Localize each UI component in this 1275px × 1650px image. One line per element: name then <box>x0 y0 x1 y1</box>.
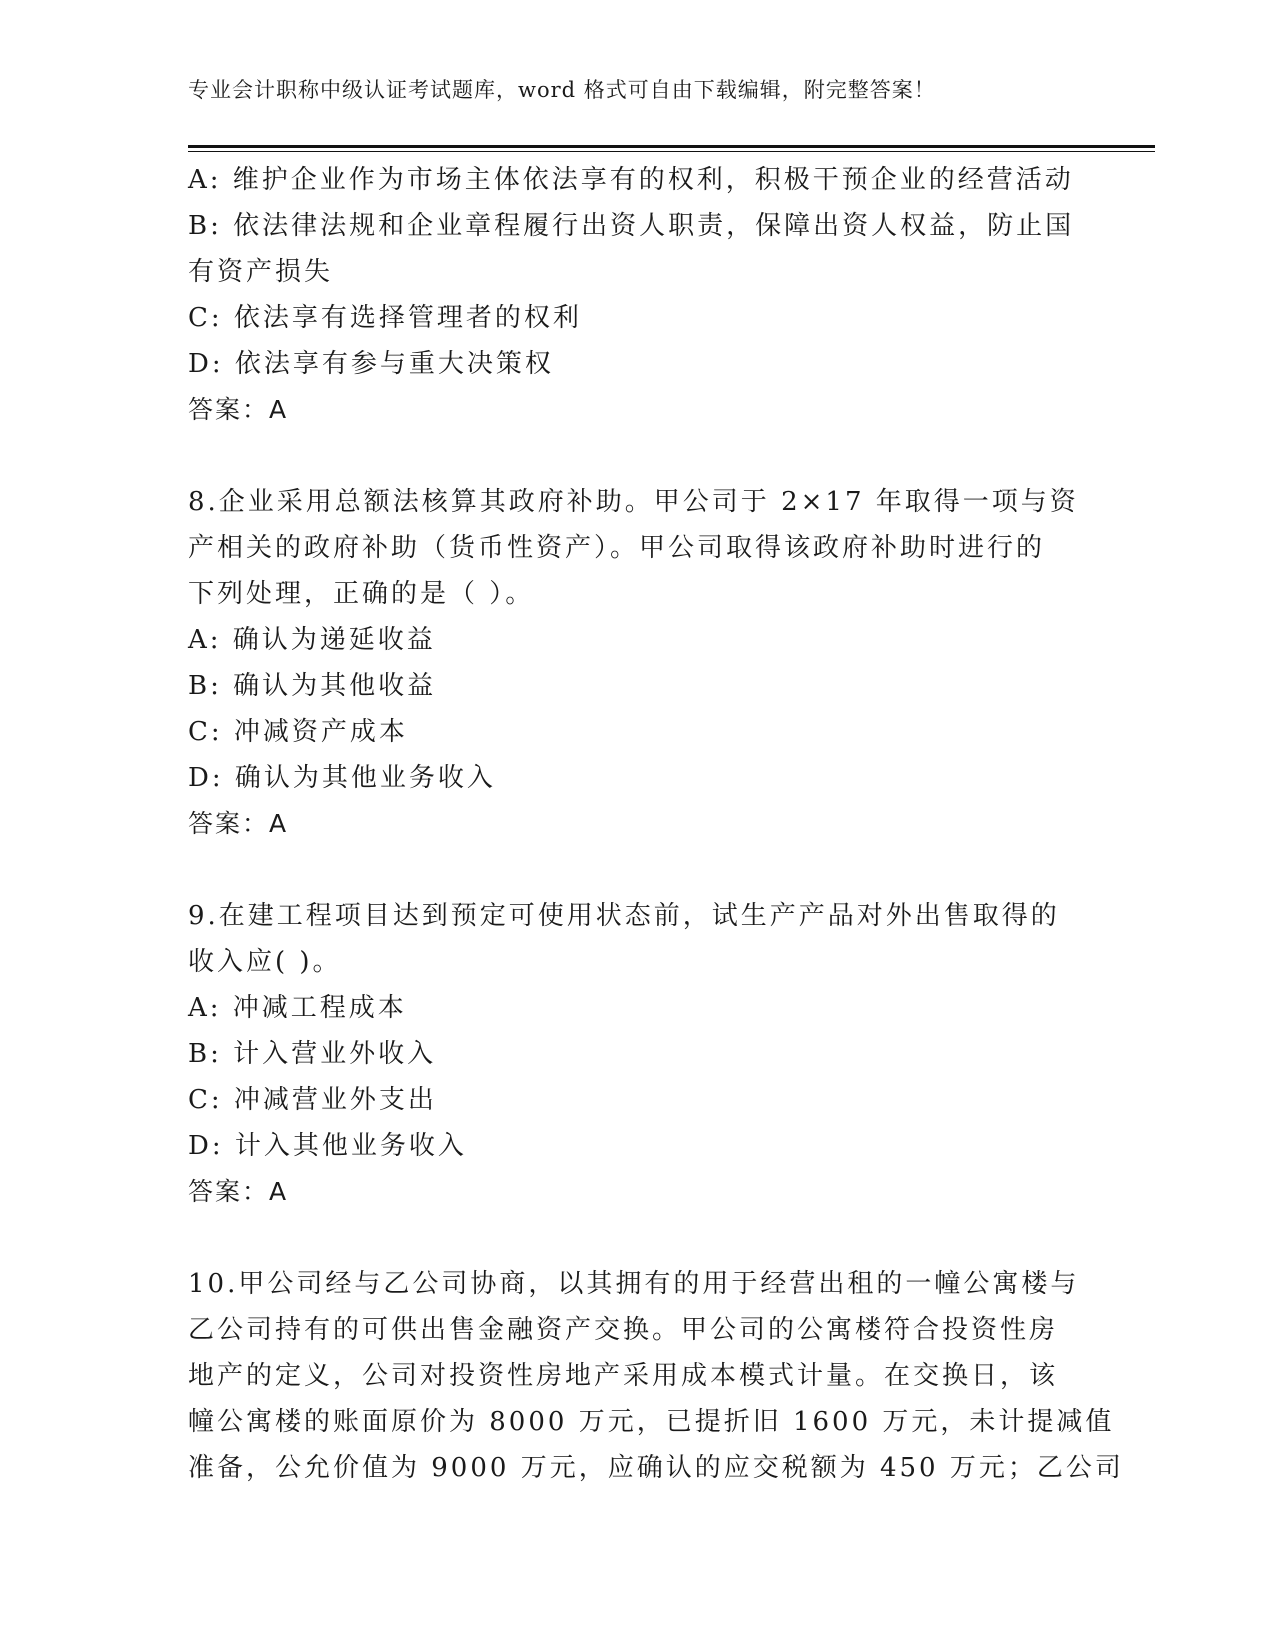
spacer <box>188 847 1088 893</box>
question-stem-line: 9.在建工程项目达到预定可使用状态前，试生产产品对外出售取得的 <box>188 901 1060 931</box>
option-a: A: 确认为递延收益 <box>188 625 436 655</box>
document-body <box>188 157 1124 1491</box>
question-block-9 <box>188 893 1088 1215</box>
question-stem-line: 8.企业采用总额法核算其政府补助。甲公司于 2×17 年取得一项与资 <box>188 487 1079 517</box>
question-block-prev <box>188 157 1088 433</box>
question-block-8 <box>188 479 1088 847</box>
question-stem-line: 10.甲公司经与乙公司协商，以其拥有的用于经营出租的一幢公寓楼与 <box>188 1269 1080 1299</box>
option-a: A: 维护企业作为市场主体依法享有的权利，积极干预企业的经营活动 <box>188 165 1074 195</box>
spacer <box>188 433 1088 479</box>
question-stem-line: 产相关的政府补助（货币性资产）。甲公司取得该政府补助时进行的 <box>188 533 1046 563</box>
header-divider-thin <box>188 151 1155 152</box>
question-stem-line: 下列处理，正确的是（ ）。 <box>188 579 535 609</box>
option-c: C: 冲减营业外支出 <box>188 1085 437 1115</box>
option-b: B: 计入营业外收入 <box>188 1039 437 1069</box>
header-divider-thick <box>188 145 1155 148</box>
question-stem-line: 幢公寓楼的账面原价为 8000 万元，已提折旧 1600 万元，未计提减值 <box>188 1407 1115 1437</box>
answer-line: 答案：A <box>188 809 289 838</box>
answer-line: 答案：A <box>188 395 289 424</box>
option-a: A: 冲减工程成本 <box>188 993 407 1023</box>
option-b: B: 依法律法规和企业章程履行出资人职责，保障出资人权益，防止国 <box>188 211 1075 241</box>
option-b: B: 确认为其他收益 <box>188 671 437 701</box>
option-d: D: 计入其他业务收入 <box>188 1131 467 1161</box>
option-d: D: 依法享有参与重大决策权 <box>188 349 554 379</box>
question-block-10 <box>188 1261 1124 1491</box>
option-c: C: 依法享有选择管理者的权利 <box>188 303 582 333</box>
page-header: 专业会计职称中级认证考试题库，word 格式可自由下载编辑，附完整答案！ <box>188 78 936 102</box>
option-b-continued: 有资产损失 <box>188 257 334 287</box>
question-stem-line: 准备，公允价值为 9000 万元，应确认的应交税额为 450 万元；乙公司 <box>188 1453 1124 1483</box>
question-stem-line: 收入应( )。 <box>188 947 342 977</box>
spacer <box>188 1215 1088 1261</box>
question-stem-line: 乙公司持有的可供出售金融资产交换。甲公司的公寓楼符合投资性房 <box>188 1315 1059 1345</box>
option-c: C: 冲减资产成本 <box>188 717 408 747</box>
option-d: D: 确认为其他业务收入 <box>188 763 496 793</box>
question-stem-line: 地产的定义，公司对投资性房地产采用成本模式计量。在交换日，该 <box>188 1361 1059 1391</box>
answer-line: 答案：A <box>188 1177 289 1206</box>
